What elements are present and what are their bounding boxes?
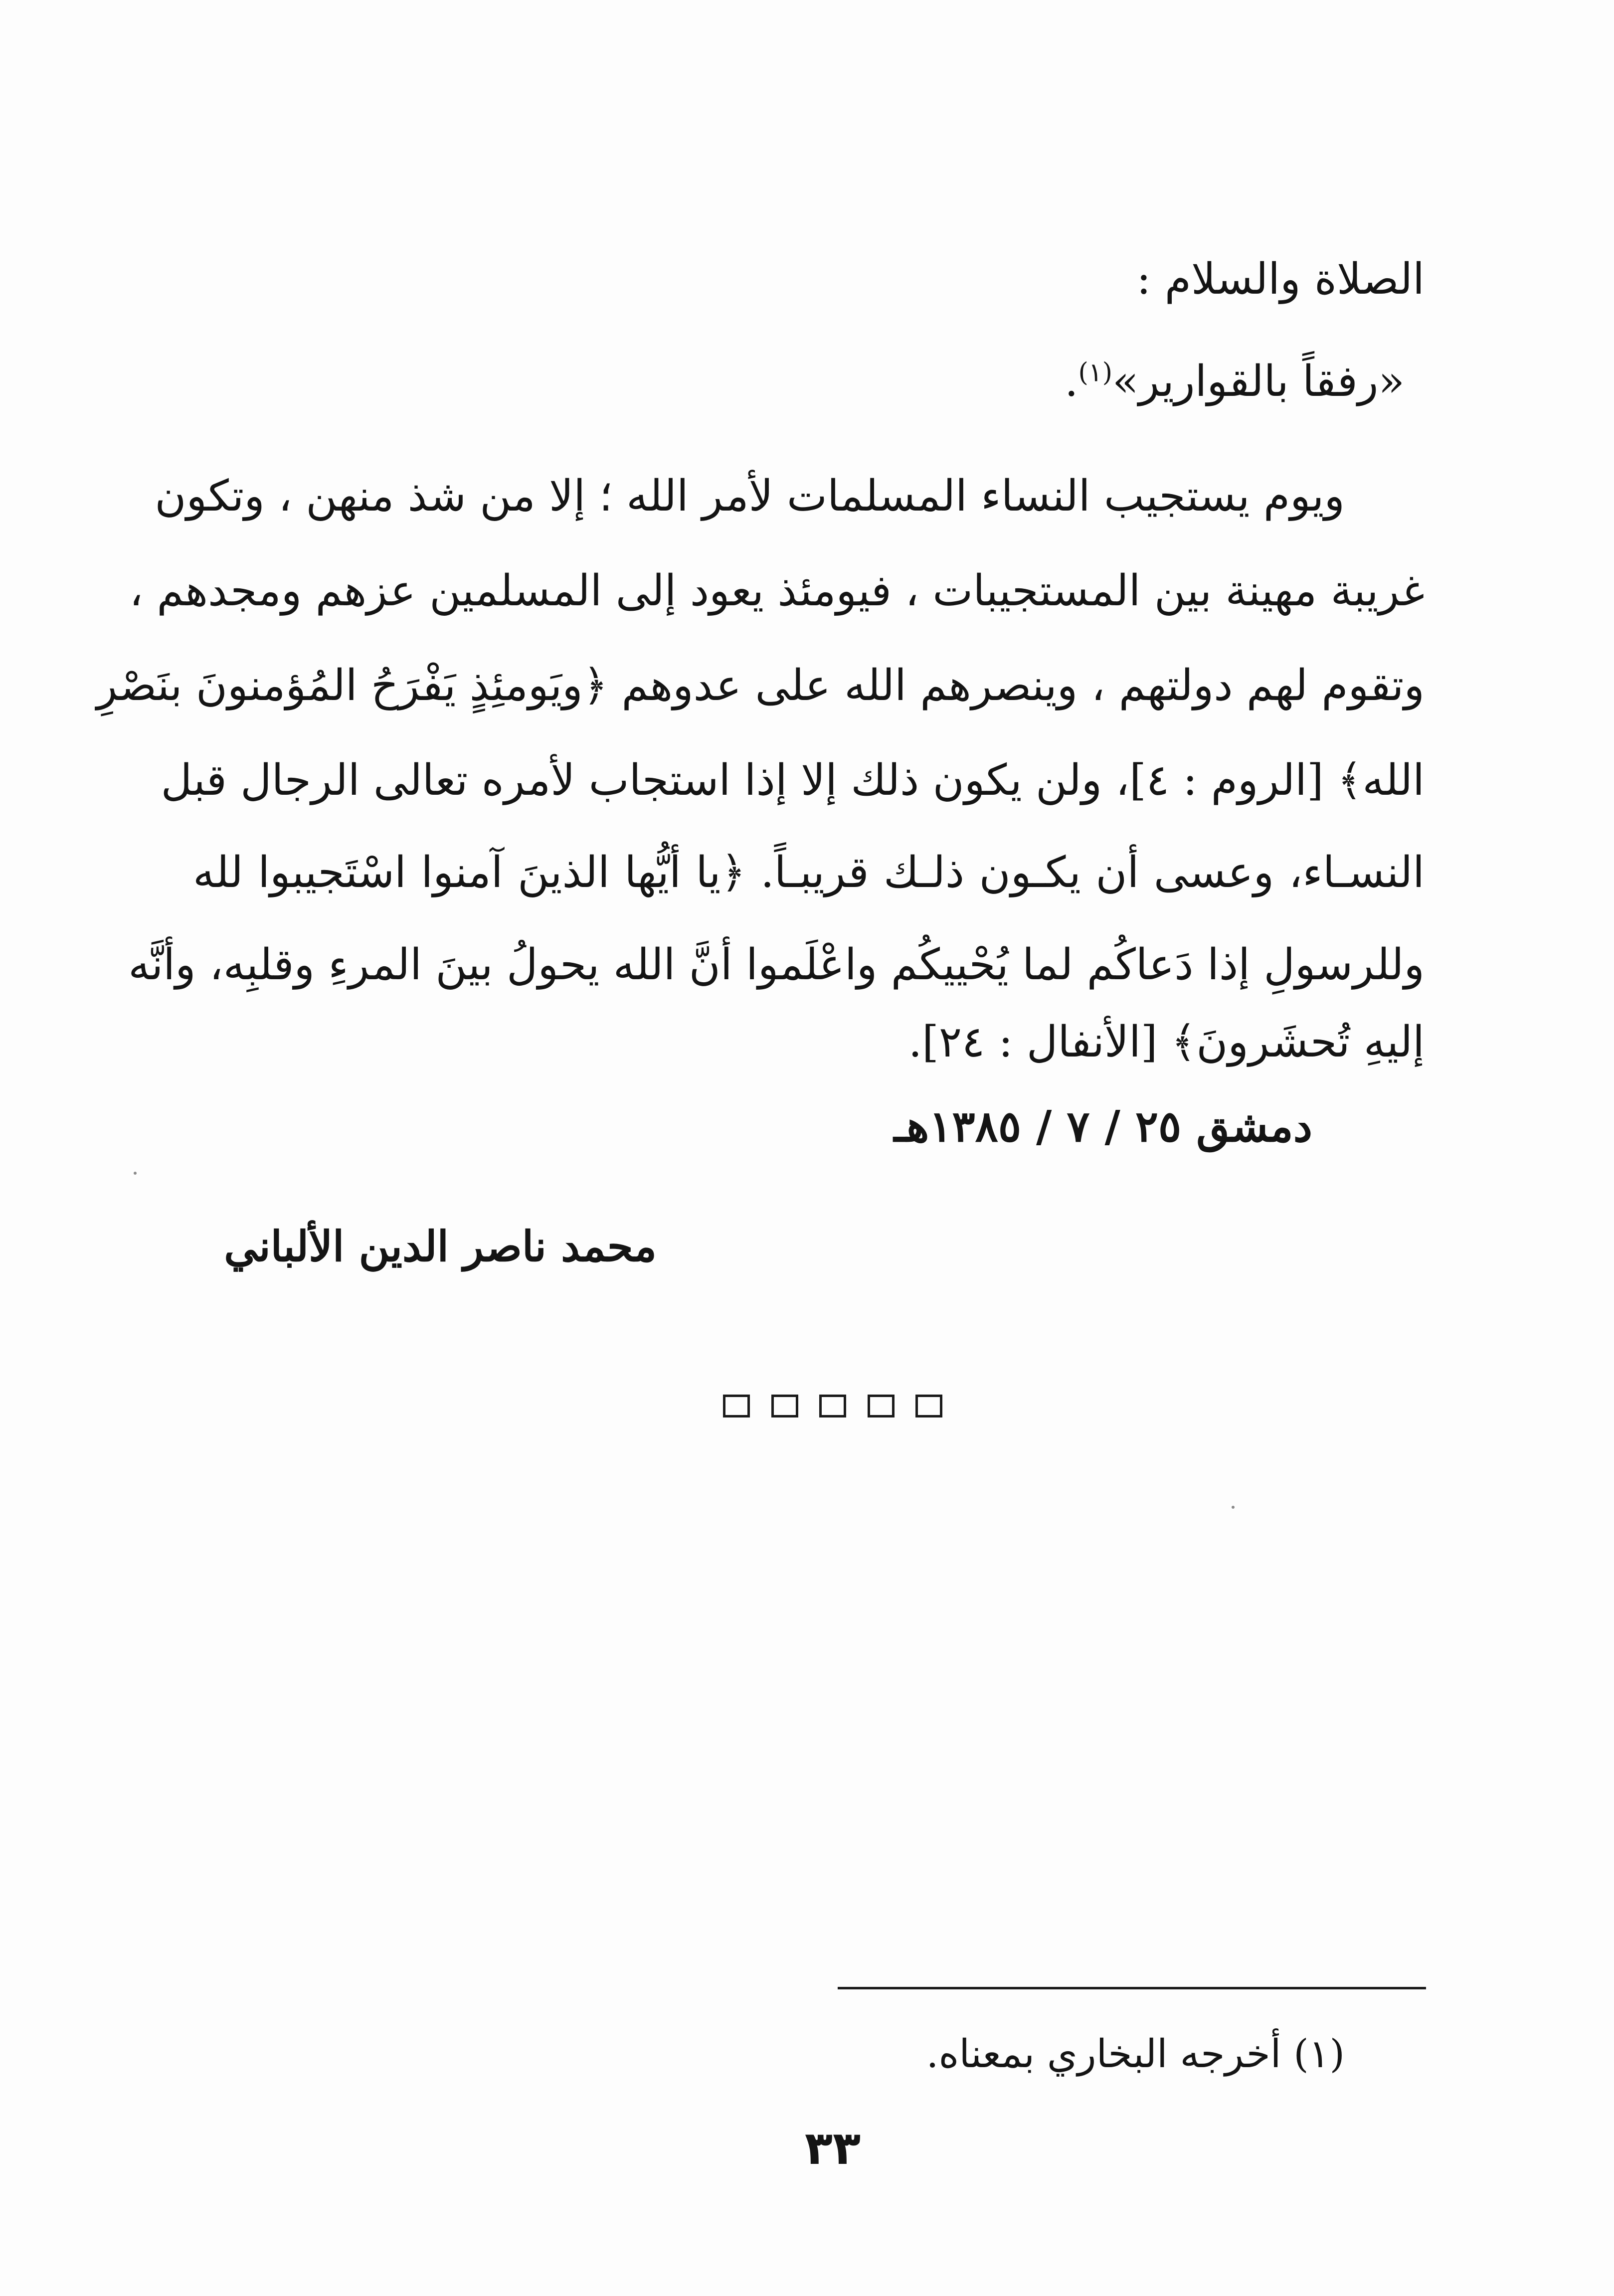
body-line-3: وتقوم لهم دولتهم ، وينصرهم الله على عدوهم ﴿ويَومئِذٍ يَفْرَحُ المُؤمنونَ بنَصْرِ bbox=[96, 661, 1425, 710]
author-signature: محمد ناصر الدين الألباني bbox=[224, 1222, 657, 1271]
opening-line: الصلاة والسلام : bbox=[1136, 254, 1425, 304]
scan-speck bbox=[134, 1172, 137, 1175]
place-date: دمشق ٢٥ / ٧ / ١٣٨٥هـ bbox=[894, 1101, 1312, 1152]
hadith-quote-text: «رفقاً بالقوارير» bbox=[1112, 356, 1405, 406]
page-number: ٣٣ bbox=[804, 2121, 861, 2175]
footnote-divider bbox=[838, 1987, 1426, 1989]
separator-square-icon bbox=[723, 1395, 750, 1417]
separator-square-icon bbox=[819, 1395, 846, 1417]
section-separator bbox=[723, 1391, 942, 1421]
body-line-5: النسـاء، وعسى أن يكـون ذلـك قريبـاً. ﴿يا أيُّها الذينَ آمنوا اسْتَجيبوا لله bbox=[193, 848, 1425, 897]
body-line-7: إليهِ تُحشَرونَ﴾ [الأنفال : ٢٤]. bbox=[908, 1017, 1425, 1067]
footnote-text: (١) أخرجه البخاري بمعناه. bbox=[926, 2032, 1345, 2077]
body-line-6: وللرسولِ إذا دَعاكُم لما يُحْييكُم واعْلَموا أنَّ الله يحولُ بينَ المرءِ وقلبِه، وأنَّه bbox=[128, 940, 1425, 990]
scan-speck bbox=[1232, 1506, 1235, 1509]
separator-square-icon bbox=[868, 1395, 895, 1417]
hadith-quote bbox=[1065, 352, 1405, 411]
hadith-quote-end: . bbox=[1065, 356, 1078, 406]
body-line-1: ويوم يستجيب النساء المسلمات لأمر الله ؛ إلا من شذ منهن ، وتكون bbox=[155, 471, 1345, 521]
body-line-2: غريبة مهينة بين المستجيبات ، فيومئذ يعود إلى المسلمين عزهم ومجدهم ، bbox=[129, 566, 1425, 616]
body-line-4: الله﴾ [الروم : ٤]، ولن يكون ذلك إلا إذا استجاب لأمره تعالى الرجال قبل bbox=[161, 755, 1425, 805]
separator-square-icon bbox=[915, 1395, 942, 1417]
separator-square-icon bbox=[771, 1395, 798, 1417]
footnote-marker: (١) bbox=[1078, 357, 1112, 388]
